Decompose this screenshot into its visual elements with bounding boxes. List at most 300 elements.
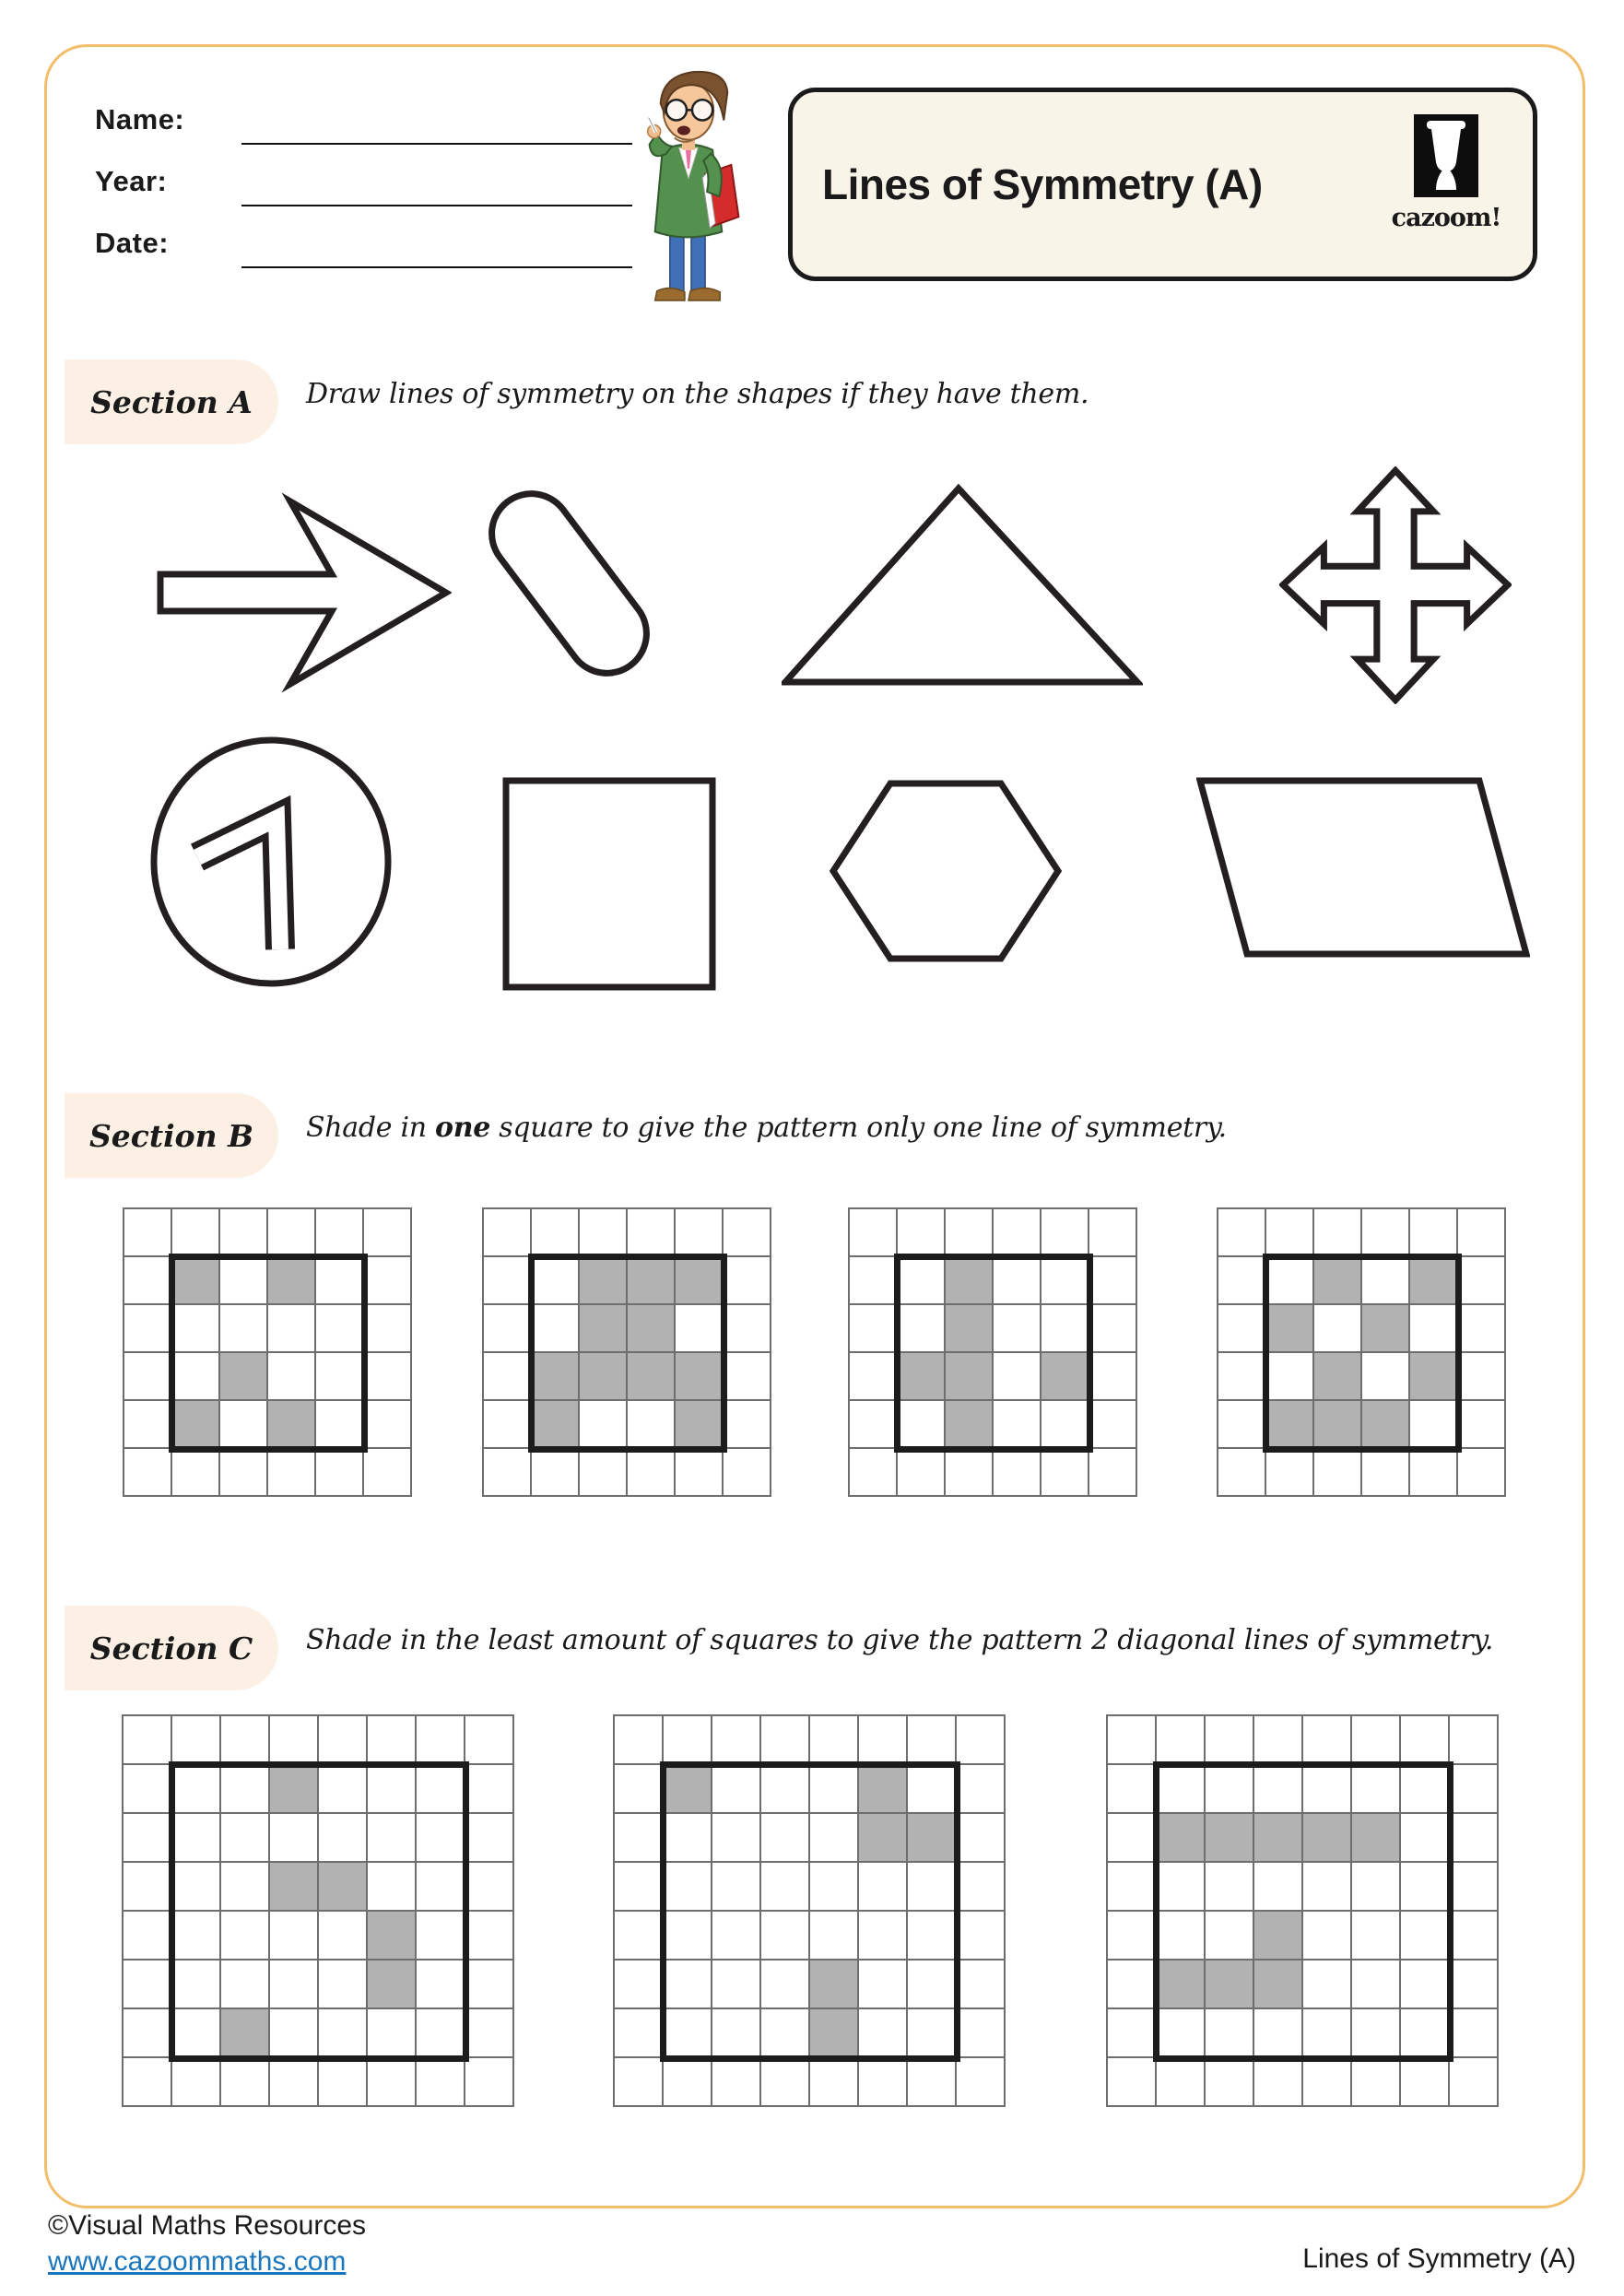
grid-cell [124,2009,172,2058]
symmetry-grid [1106,1714,1499,2107]
grid-cell [1450,1814,1499,1863]
grid-cell [1089,1401,1137,1449]
grid-cell [172,2058,221,2107]
grid-cell [270,2058,319,2107]
grid-cell [316,1449,364,1497]
grid-cell [368,2009,417,2058]
grid-cell [664,1912,712,1960]
grid-cell [712,2009,761,2058]
footer-link[interactable]: www.cazoommaths.com [48,2246,347,2277]
grid-cell [810,1863,859,1912]
grid-cell [364,1449,412,1497]
grid-cell [268,1305,316,1353]
grid-cell [1450,1765,1499,1814]
grid-cell [628,1401,676,1449]
grid-cell [368,2058,417,2107]
grid-cell [1362,1353,1410,1401]
grid-cell [1314,1257,1362,1305]
shape-parallelogram [1196,777,1530,958]
section-b-instruction-bold: one [435,1112,491,1144]
grid-cell [994,1257,1041,1305]
grid-cell [172,1305,220,1353]
grid-cell [1218,1209,1266,1257]
grid-cell [417,1814,465,1863]
grid-cell [268,1257,316,1305]
cazoom-logo-text: cazoom! [1391,204,1501,232]
grid-cell [465,1716,514,1765]
grid-cell [484,1353,532,1401]
grid-cell [1206,1863,1254,1912]
grid-cell [221,2058,270,2107]
shape-square [502,777,716,991]
shape-triangle [782,483,1143,688]
grid-cell [364,1305,412,1353]
grid-cell [1108,1912,1157,1960]
grid-cell [580,1401,628,1449]
grid-cell [172,1353,220,1401]
grid-cell [465,1960,514,2009]
grid-cell [364,1209,412,1257]
year-input-line [241,205,632,206]
grid-cell [1266,1353,1314,1401]
section-b-instruction [306,1112,1227,1144]
grid-cell [220,1257,268,1305]
grid-cell [615,1863,664,1912]
grid-cell [628,1449,676,1497]
grid-cell [1410,1209,1458,1257]
grid-cell [1458,1305,1506,1353]
shape-right-arrow [157,487,452,699]
grid-cell [1108,1765,1157,1814]
section-b-instruction-post: square to give the pattern only one line of symmetry. [490,1112,1227,1144]
grid-cell [1401,1960,1450,2009]
grid-cell [1362,1209,1410,1257]
cazoom-logo [1391,114,1501,232]
grid-cell [1041,1209,1089,1257]
grid-cell [1401,1765,1450,1814]
grid-cell [1218,1257,1266,1305]
grid-cell [1218,1401,1266,1449]
grid-cell [1157,1912,1206,1960]
grid-cell [1254,1863,1303,1912]
section-c-chip: Section C [65,1606,278,1690]
grid-cell [676,1209,724,1257]
grid-cell [368,1765,417,1814]
worksheet-title-box [788,88,1537,281]
grid-cell [908,1912,957,1960]
grid-cell [994,1209,1041,1257]
grid-cell [221,2009,270,2058]
grid-cell [1089,1353,1137,1401]
grid-cell [957,1960,1006,2009]
grid-cell [615,1716,664,1765]
grid-cell [957,1765,1006,1814]
grid-cell [172,1716,221,1765]
grid-cell [908,2009,957,2058]
grid-cell [172,1863,221,1912]
grid-cell [417,2058,465,2107]
grid-cell [761,1716,810,1765]
grid-cell [1314,1449,1362,1497]
grid-cell [484,1257,532,1305]
grid-cell [1352,2009,1401,2058]
grid-cell [1303,1960,1352,2009]
grid-cell [1089,1209,1137,1257]
grid-cell [319,1765,368,1814]
shape-circle-with-bent-arrow [149,736,394,988]
grid-cell [221,1765,270,1814]
grid-cell [465,1863,514,1912]
grid-cell [1206,1765,1254,1814]
grid-cell [810,2009,859,2058]
grid-cell [724,1449,771,1497]
grid-cell [1157,2009,1206,2058]
grid-cell [124,1401,172,1449]
grid-cell [368,1863,417,1912]
grid-cell [810,1912,859,1960]
grid-cell [676,1353,724,1401]
grid-cell [1401,2058,1450,2107]
grid-cell [712,1716,761,1765]
grid-cell [465,2009,514,2058]
grid-cell [368,1716,417,1765]
grid-cell [908,1814,957,1863]
grid-cell [1352,2058,1401,2107]
grid-cell [712,2058,761,2107]
grid-cell [532,1305,580,1353]
grid-cell [1254,1814,1303,1863]
grid-cell [1450,2058,1499,2107]
grid-cell [1303,1912,1352,1960]
grid-cell [1089,1449,1137,1497]
grid-cell [615,1765,664,1814]
grid-cell [761,1912,810,1960]
date-label: Date: [95,227,170,259]
grid-cell [124,1209,172,1257]
grid-cell [268,1353,316,1401]
grid-cell [898,1401,946,1449]
symmetry-grid [1217,1207,1506,1497]
grid-cell [319,1716,368,1765]
grid-cell [1314,1209,1362,1257]
grid-cell [1450,1716,1499,1765]
grid-cell [761,1863,810,1912]
grid-cell [664,1863,712,1912]
grid-cell [1157,2058,1206,2107]
grid-cell [1314,1353,1362,1401]
grid-cell [850,1257,898,1305]
grid-cell [628,1353,676,1401]
grid-cell [1157,1765,1206,1814]
grid-cell [270,1912,319,1960]
grid-cell [676,1401,724,1449]
grid-cell [994,1449,1041,1497]
grid-cell [1303,1814,1352,1863]
grid-cell [1254,1716,1303,1765]
grid-cell [319,2058,368,2107]
grid-cell [1206,1814,1254,1863]
grid-cell [1218,1305,1266,1353]
grid-cell [270,1814,319,1863]
shape-rounded-rectangle-rotated [475,477,664,689]
grid-cell [859,2058,908,2107]
grid-cell [1352,1960,1401,2009]
grid-cell [484,1305,532,1353]
grid-cell [1266,1449,1314,1497]
grid-cell [1303,1765,1352,1814]
grid-cell [898,1305,946,1353]
grid-cell [994,1401,1041,1449]
grid-cell [908,1960,957,2009]
grid-cell [1206,1716,1254,1765]
grid-cell [1458,1401,1506,1449]
grid-cell [1157,1814,1206,1863]
grid-cell [220,1353,268,1401]
grid-cell [761,1960,810,2009]
grid-cell [664,2058,712,2107]
footer-doc-title: Lines of Symmetry (A) [1302,2243,1576,2274]
grid-cell [1089,1257,1137,1305]
grid-cell [1352,1912,1401,1960]
grid-cell [1254,1912,1303,1960]
grid-cell [1108,2009,1157,2058]
grid-cell [712,1765,761,1814]
grid-cell [1041,1353,1089,1401]
grid-cell [664,1814,712,1863]
grid-cell [810,1765,859,1814]
grid-cell [270,1960,319,2009]
grid-cell [810,1814,859,1863]
grid-cell [316,1353,364,1401]
grid-cell [1450,2009,1499,2058]
grid-cell [1458,1257,1506,1305]
grid-cell [1314,1305,1362,1353]
grid-cell [1303,1716,1352,1765]
grid-cell [1089,1305,1137,1353]
grid-cell [364,1257,412,1305]
grid-cell [1266,1209,1314,1257]
grid-cell [532,1353,580,1401]
section-a-chip: Section A [65,359,278,444]
grid-cell [417,1912,465,1960]
grid-cell [1362,1401,1410,1449]
grid-cell [1108,1863,1157,1912]
year-label: Year: [95,165,168,197]
section-c-instruction: Shade in the least amount of squares to give the pattern 2 diagonal lines of symmetry. [306,1624,1494,1656]
shape-hexagon [830,780,1062,962]
grid-cell [1450,1960,1499,2009]
cazoom-logo-icon [1414,114,1478,197]
grid-cell [124,1716,172,1765]
grid-cell [221,1912,270,1960]
name-input-line [241,143,632,145]
grid-cell [220,1209,268,1257]
grid-cell [465,1765,514,1814]
grid-cell [1254,2058,1303,2107]
grid-cell [1108,1716,1157,1765]
grid-cell [957,1863,1006,1912]
symmetry-grid [848,1207,1137,1497]
grid-cell [724,1209,771,1257]
grid-cell [1362,1449,1410,1497]
grid-cell [1041,1449,1089,1497]
grid-cell [124,1305,172,1353]
grid-cell [172,1814,221,1863]
grid-cell [898,1353,946,1401]
grid-cell [172,1209,220,1257]
grid-cell [316,1401,364,1449]
grid-cell [532,1209,580,1257]
grid-cell [712,1912,761,1960]
grid-cell [417,2009,465,2058]
symmetry-grid [482,1207,771,1497]
grid-cell [908,1716,957,1765]
worksheet-title: Lines of Symmetry (A) [822,160,1263,208]
grid-cell [810,1716,859,1765]
grid-cell [124,1449,172,1497]
grid-cell [1266,1401,1314,1449]
grid-cell [124,2058,172,2107]
grid-cell [628,1257,676,1305]
grid-cell [465,1912,514,1960]
grid-cell [417,1960,465,2009]
symmetry-grid [122,1714,514,2107]
grid-cell [676,1449,724,1497]
grid-cell [1041,1401,1089,1449]
grid-cell [268,1401,316,1449]
grid-cell [908,1863,957,1912]
grid-cell [1458,1449,1506,1497]
grid-cell [810,1960,859,2009]
grid-cell [859,1912,908,1960]
grid-cell [1450,1912,1499,1960]
grid-cell [898,1209,946,1257]
grid-cell [124,1960,172,2009]
grid-cell [1314,1401,1362,1449]
grid-cell [1206,1960,1254,2009]
grid-cell [724,1257,771,1305]
grid-cell [761,1765,810,1814]
grid-cell [859,1765,908,1814]
grid-cell [1206,1912,1254,1960]
grid-cell [1303,1863,1352,1912]
grid-cell [1458,1353,1506,1401]
grid-cell [220,1305,268,1353]
grid-cell [1410,1305,1458,1353]
grid-cell [124,1912,172,1960]
grid-cell [1401,1814,1450,1863]
grid-cell [417,1863,465,1912]
grid-cell [957,1716,1006,1765]
grid-cell [1410,1257,1458,1305]
grid-cell [319,1912,368,1960]
grid-cell [1108,1960,1157,2009]
grid-cell [319,2009,368,2058]
grid-cell [1157,1716,1206,1765]
grid-cell [615,1814,664,1863]
grid-cell [615,2058,664,2107]
grid-cell [532,1401,580,1449]
grid-cell [1362,1257,1410,1305]
grid-cell [908,1765,957,1814]
grid-cell [1401,1716,1450,1765]
grid-cell [859,1960,908,2009]
grid-cell [316,1209,364,1257]
grid-cell [1303,2058,1352,2107]
grid-cell [724,1305,771,1353]
grid-cell [364,1353,412,1401]
grid-cell [761,1814,810,1863]
grid-cell [946,1305,994,1353]
grid-cell [615,1912,664,1960]
grid-cell [946,1449,994,1497]
grid-cell [1362,1305,1410,1353]
grid-cell [532,1449,580,1497]
grid-cell [859,1814,908,1863]
grid-cell [898,1449,946,1497]
grid-cell [580,1209,628,1257]
grid-cell [270,1863,319,1912]
symmetry-grid [123,1207,412,1497]
grid-cell [1108,2058,1157,2107]
grid-cell [1218,1353,1266,1401]
grid-cell [712,1863,761,1912]
grid-cell [221,1863,270,1912]
grid-cell [957,2009,1006,2058]
grid-cell [1450,1863,1499,1912]
grid-cell [1410,1353,1458,1401]
grid-cell [270,1716,319,1765]
grid-cell [465,1814,514,1863]
grid-cell [532,1257,580,1305]
grid-cell [1352,1716,1401,1765]
grid-cell [615,2009,664,2058]
grid-cell [850,1305,898,1353]
grid-cell [1157,1863,1206,1912]
grid-cell [1410,1449,1458,1497]
grid-cell [957,2058,1006,2107]
grid-cell [761,2009,810,2058]
grid-cell [316,1305,364,1353]
grid-cell [124,1863,172,1912]
grid-cell [859,1716,908,1765]
grid-cell [580,1449,628,1497]
grid-cell [1041,1257,1089,1305]
grid-cell [859,1863,908,1912]
grid-cell [368,1912,417,1960]
grid-cell [946,1209,994,1257]
grid-cell [124,1765,172,1814]
grid-cell [1401,2009,1450,2058]
grid-cell [664,1716,712,1765]
grid-cell [220,1449,268,1497]
grid-cell [1352,1863,1401,1912]
grid-cell [484,1401,532,1449]
grid-cell [712,1960,761,2009]
grid-cell [724,1401,771,1449]
grid-cell [1352,1814,1401,1863]
grid-cell [859,2009,908,2058]
grid-cell [1401,1912,1450,1960]
grid-cell [1254,1765,1303,1814]
grid-cell [664,2009,712,2058]
grid-cell [994,1305,1041,1353]
grid-cell [761,2058,810,2107]
section-a-instruction: Draw lines of symmetry on the shapes if they have them. [306,378,1089,410]
footer-copyright: ©Visual Maths Resources [48,2210,367,2241]
grid-cell [580,1257,628,1305]
grid-cell [221,1960,270,2009]
